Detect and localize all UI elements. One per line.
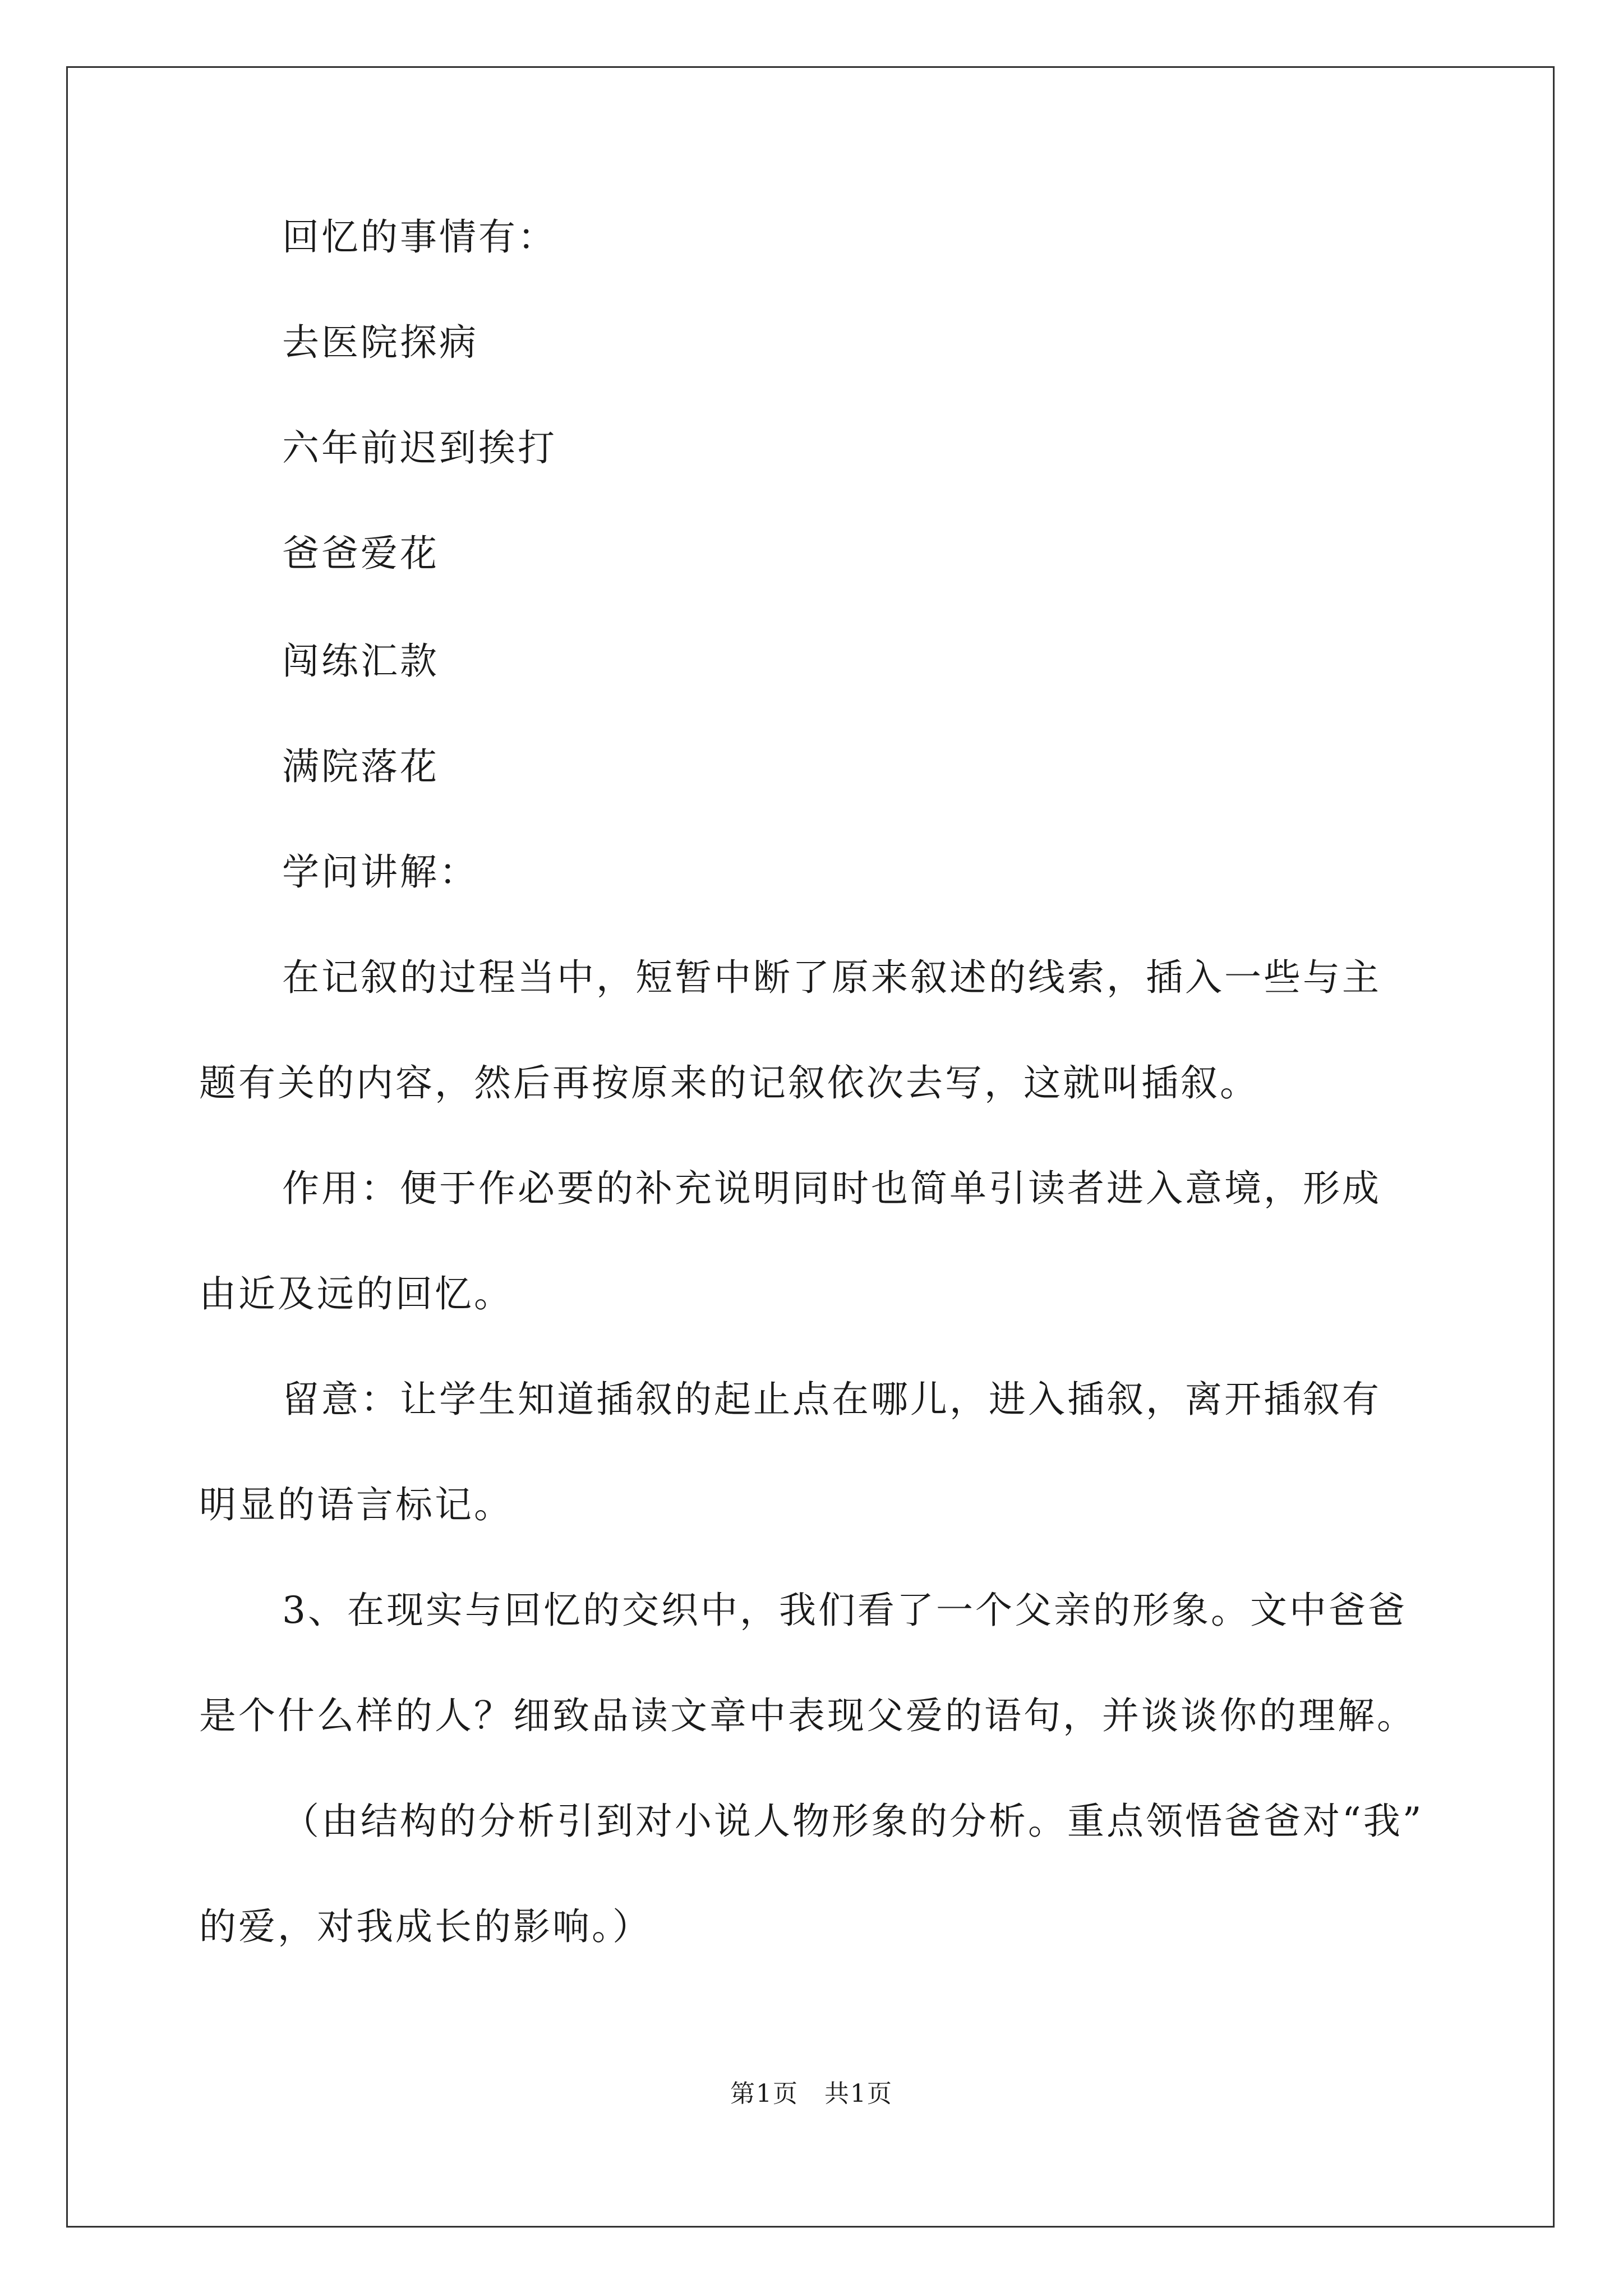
text-line: 在记叙的过程当中，短暂中断了原来叙述的线索，插入一些与主: [282, 956, 1381, 999]
text-line: 去医院探病: [282, 321, 478, 364]
text-line: 明显的语言标记。: [199, 1483, 513, 1526]
text-line: 3、在现实与回忆的交织中，我们看了一个父亲的形象。文中爸爸: [282, 1589, 1407, 1632]
text-line: （由结构的分析引到对小说人物形象的分析。重点领悟爸爸对“我”: [282, 1800, 1424, 1843]
text-line: 回忆的事情有：: [282, 215, 557, 259]
text-line: 题有关的内容，然后再按原来的记叙依次去写，这就叫插叙。: [199, 1061, 1259, 1105]
text-line: 由近及远的回忆。: [199, 1272, 513, 1315]
text-line: 爸爸爱花: [282, 532, 439, 575]
text-line: 作用：便于作必要的补充说明同时也简单引读者进入意境，形成: [282, 1167, 1381, 1210]
text-line: 满院落花: [282, 745, 439, 788]
section-heading: 学问讲解：: [282, 850, 478, 894]
text-line: 是个什么样的人？细致品读文章中表现父爱的语句，并谈谈你的理解。: [199, 1694, 1416, 1737]
text-line: 闯练汇款: [282, 639, 439, 683]
text-line: 的爱，对我成长的影响。）: [199, 1905, 652, 1948]
text-line: 六年前迟到挨打: [282, 426, 557, 470]
text-line: 留意：让学生知道插叙的起止点在哪儿，进入插叙，离开插叙有: [282, 1378, 1381, 1421]
page-footer: 第1页 共1页: [730, 2079, 893, 2108]
page-border: [66, 66, 1555, 2228]
